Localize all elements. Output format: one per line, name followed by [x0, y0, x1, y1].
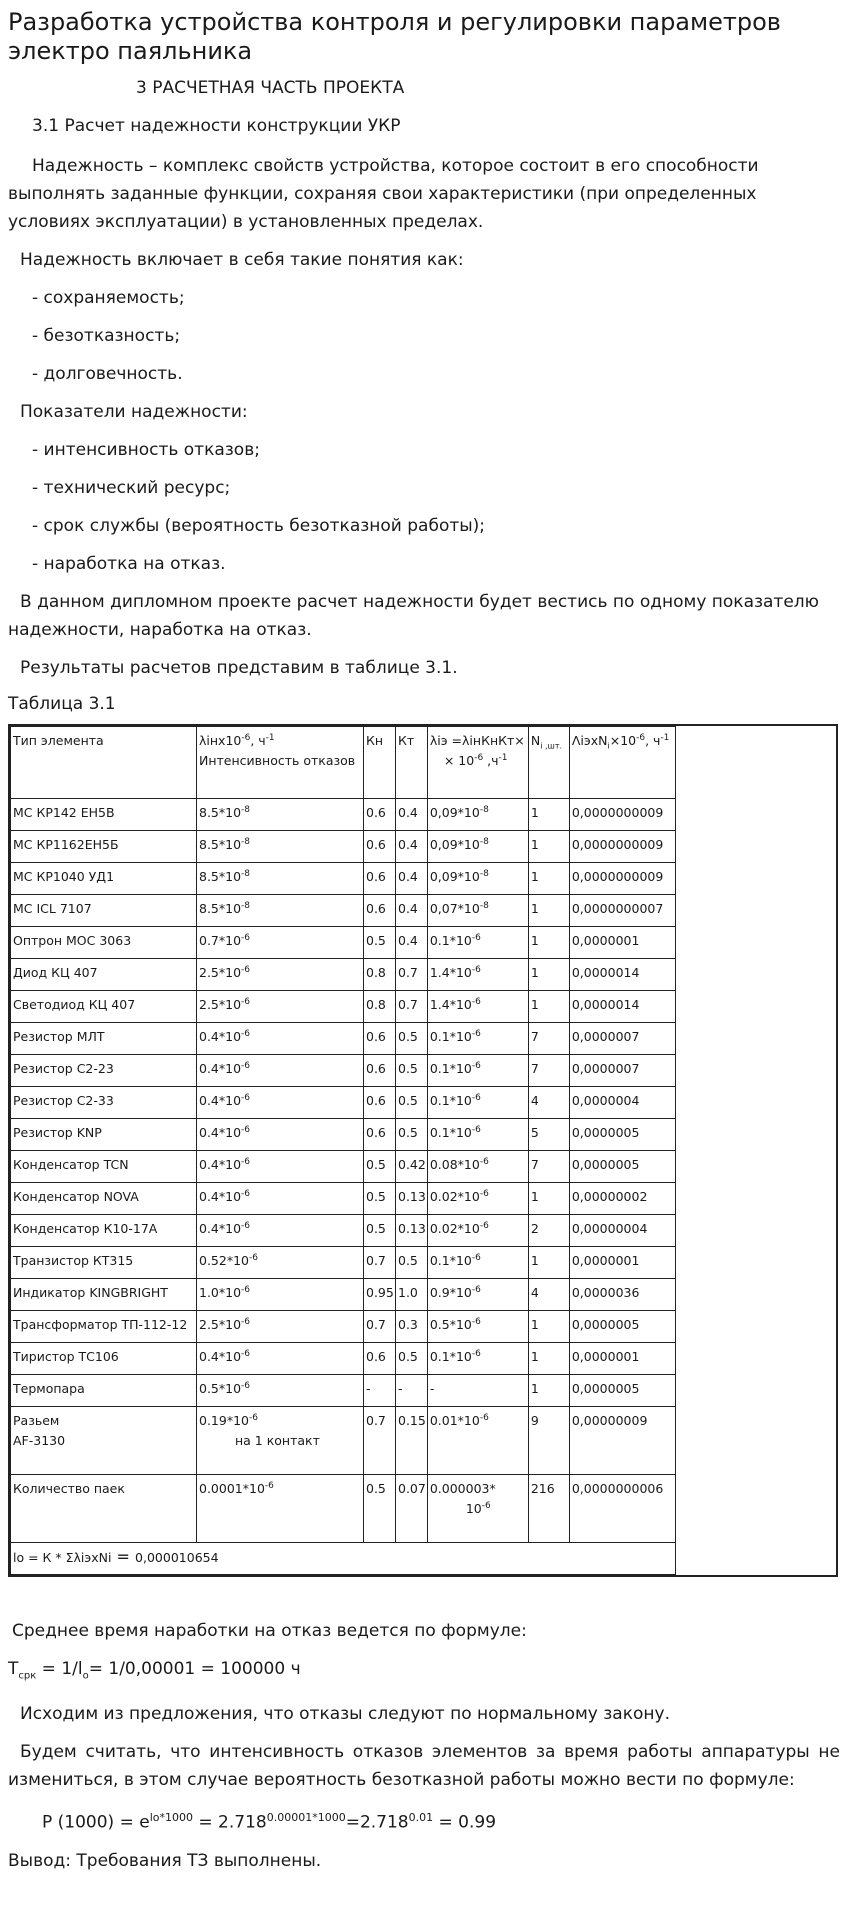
cell-kn: 0.6 — [364, 863, 396, 895]
cell-element-type: Конденсатор NOVA — [11, 1183, 197, 1215]
table-row — [11, 1311, 676, 1343]
cell-element-type: Резистор МЛТ — [11, 1023, 197, 1055]
cell-kt: - — [396, 1375, 428, 1407]
cell-total-formula: lo = К * ΣλiэхNi = 0,000010654 — [11, 1543, 676, 1575]
cell-kt: 0.5 — [396, 1119, 428, 1151]
cell-element-type: Светодиод КЦ 407 — [11, 991, 197, 1023]
indicator-item: - наработка на отказ. — [32, 554, 226, 574]
cell-lambda-e: $0.1*10^{-6}$ — [427, 1087, 528, 1119]
cell-count: 7 — [528, 1151, 569, 1183]
table-header-row — [11, 727, 676, 799]
cell-lambda-e: $0.1*10^{-6}$ — [427, 1247, 528, 1279]
cell-failure-rate: $8.5*10^{-8}$ — [197, 799, 364, 831]
cell-element-type: МС КР1040 УД1 — [11, 863, 197, 895]
cell-product: 0,0000014 — [569, 959, 675, 991]
header-count: $N_{i ,шт.}$ — [528, 727, 569, 799]
cell-product: 0,0000005 — [569, 1119, 675, 1151]
cell-count: 7 — [528, 1023, 569, 1055]
header-product: $\Lambda iэхN_i\times 10^{-6}$, $ч^{-1}$ — [569, 727, 675, 799]
results-paragraph: Результаты расчетов представим в таблице 3.1. — [20, 658, 458, 678]
cell-count: 7 — [528, 1055, 569, 1087]
cell-product: 0,0000000007 — [569, 895, 675, 927]
cell-element-type: Индикатор KINGBRIGHT — [11, 1279, 197, 1311]
table-row — [11, 1119, 676, 1151]
cell-count: 1 — [528, 959, 569, 991]
cell-failure-rate: $0.4*10^{-6}$ — [197, 1151, 364, 1183]
cell-failure-rate: $0.4*10^{-6}$ — [197, 1023, 364, 1055]
cell-lambda-e: $0.02*10^{-6}$ — [427, 1183, 528, 1215]
table-row — [11, 1055, 676, 1087]
cell-element-type: Количество паек — [11, 1475, 197, 1543]
cell-kt: 0.7 — [396, 991, 428, 1023]
mtbf-intro: Среднее время наработки на отказ ведется по формуле: — [12, 1621, 527, 1641]
section-heading: 3 РАСЧЕТНАЯ ЧАСТЬ ПРОЕКТА — [136, 78, 405, 98]
table-row — [11, 831, 676, 863]
cell-kn: 0.6 — [364, 1119, 396, 1151]
indicator-item: - интенсивность отказов; — [32, 440, 260, 460]
cell-element-type: Резистор KNP — [11, 1119, 197, 1151]
cell-kn: 0.5 — [364, 1215, 396, 1247]
header-failure-rate: $\lambda iнх10^{-6}$, $ч^{-1}$ Интенсивность отказов — [197, 727, 364, 799]
table-caption: Таблица 3.1 — [8, 694, 116, 714]
table-row — [11, 991, 676, 1023]
cell-product: 0,0000000009 — [569, 863, 675, 895]
cell-element-type: МС КР1162ЕН5Б — [11, 831, 197, 863]
header-kt: Кт — [396, 727, 428, 799]
cell-element-type: МС КР142 ЕН5В — [11, 799, 197, 831]
cell-element-type: Оптрон MOC 3063 — [11, 927, 197, 959]
cell-kn: 0.6 — [364, 895, 396, 927]
table-row — [11, 1023, 676, 1055]
cell-kt: 0.13 — [396, 1215, 428, 1247]
cell-failure-rate: $0.52*10^{-6}$ — [197, 1247, 364, 1279]
table-row — [11, 1151, 676, 1183]
subsection-heading: 3.1 Расчет надежности конструкции УКР — [32, 116, 401, 136]
cell-lambda-e: 0.000003* $10^{-6}$ — [427, 1475, 528, 1543]
cell-kt: 0.4 — [396, 799, 428, 831]
cell-failure-rate: $8.5*10^{-8}$ — [197, 863, 364, 895]
cell-product: 0,0000000006 — [569, 1475, 675, 1543]
cell-element-type: Разьем AF-3130 — [11, 1407, 197, 1475]
cell-failure-rate: $0.4*10^{-6}$ — [197, 1215, 364, 1247]
table-row — [11, 1343, 676, 1375]
cell-product: 0,0000005 — [569, 1311, 675, 1343]
cell-failure-rate: $2.5*10^{-6}$ — [197, 991, 364, 1023]
table-row — [11, 1375, 676, 1407]
normal-law-paragraph: Исходим из предложения, что отказы следуют по нормальному закону. — [20, 1704, 670, 1725]
cell-kn: 0.6 — [364, 831, 396, 863]
mtbf-formula: $T_{срк} = 1/l_o= 1/0,00001 = 100000$ ч — [8, 1659, 301, 1682]
cell-lambda-e: $0.02*10^{-6}$ — [427, 1215, 528, 1247]
header-kn: Кн — [364, 727, 396, 799]
table-row — [11, 1475, 676, 1543]
table-row — [11, 1215, 676, 1247]
cell-kt: 0.4 — [396, 895, 428, 927]
cell-kn: 0.5 — [364, 927, 396, 959]
cell-product: 0,0000005 — [569, 1375, 675, 1407]
cell-product: 0,0000001 — [569, 1247, 675, 1279]
cell-count: 1 — [528, 895, 569, 927]
cell-kn: 0.6 — [364, 1055, 396, 1087]
cell-kn: 0.5 — [364, 1183, 396, 1215]
cell-element-type: Резистор С2-23 — [11, 1055, 197, 1087]
cell-failure-rate: $1.0*10^{-6}$ — [197, 1279, 364, 1311]
cell-kt: 1.0 — [396, 1279, 428, 1311]
reliability-table-frame — [8, 724, 838, 1577]
cell-kt: 0.5 — [396, 1247, 428, 1279]
cell-failure-rate: $0.19*10^{-6}$ на 1 контакт — [197, 1407, 364, 1475]
cell-lambda-e: $0,09*10^{-8}$ — [427, 831, 528, 863]
cell-kt: 0.5 — [396, 1023, 428, 1055]
cell-count: 5 — [528, 1119, 569, 1151]
cell-kt: 0.5 — [396, 1055, 428, 1087]
cell-kn: 0.8 — [364, 991, 396, 1023]
cell-element-type: Тиристор ТС106 — [11, 1343, 197, 1375]
conclusion: Вывод: Требования ТЗ выполнены. — [8, 1851, 322, 1872]
cell-element-type: Конденсатор TCN — [11, 1151, 197, 1183]
cell-product: 0,0000014 — [569, 991, 675, 1023]
cell-element-type: Резистор С2-33 — [11, 1087, 197, 1119]
concept-item: - долговечность. — [32, 364, 183, 384]
cell-kn: 0.7 — [364, 1311, 396, 1343]
cell-product: 0,00000002 — [569, 1183, 675, 1215]
table-row — [11, 959, 676, 991]
cell-kt: 0.4 — [396, 927, 428, 959]
cell-product: 0,0000000009 — [569, 831, 675, 863]
reliability-includes: Надежность включает в себя такие понятия как: — [20, 250, 464, 270]
cell-count: 9 — [528, 1407, 569, 1475]
cell-product: 0,0000000009 — [569, 799, 675, 831]
cell-kn: 0.95 — [364, 1279, 396, 1311]
cell-failure-rate: $8.5*10^{-8}$ — [197, 831, 364, 863]
cell-kt: 0.7 — [396, 959, 428, 991]
cell-kn: 0.6 — [364, 1087, 396, 1119]
indicator-item: - срок службы (вероятность безотказной работы); — [32, 516, 486, 536]
cell-count: 1 — [528, 1183, 569, 1215]
table-row — [11, 1087, 676, 1119]
cell-kn: 0.5 — [364, 1475, 396, 1543]
cell-product: 0,0000001 — [569, 1343, 675, 1375]
cell-element-type: МС ICL 7107 — [11, 895, 197, 927]
cell-failure-rate: $0.4*10^{-6}$ — [197, 1119, 364, 1151]
cell-product: 0,0000036 — [569, 1279, 675, 1311]
cell-kt: 0.07 — [396, 1475, 428, 1543]
cell-lambda-e: $0.1*10^{-6}$ — [427, 1343, 528, 1375]
cell-kn: 0.6 — [364, 799, 396, 831]
cell-kt: 0.5 — [396, 1343, 428, 1375]
cell-element-type: Трансформатор ТП-112-12 — [11, 1311, 197, 1343]
cell-lambda-e: $0.1*10^{-6}$ — [427, 927, 528, 959]
cell-lambda-e: $0.5*10^{-6}$ — [427, 1311, 528, 1343]
cell-kn: - — [364, 1375, 396, 1407]
table-row — [11, 1279, 676, 1311]
cell-count: 1 — [528, 927, 569, 959]
table-row — [11, 1247, 676, 1279]
document-title: Разработка устройства контроля и регулировки параметров электро паяльника — [8, 8, 781, 65]
assumption-paragraph: Будем считать, что интенсивность отказов элементов за время работы аппаратуры не измениться, в этом случае вероятность безотказной работы можно вести по формуле: — [8, 1742, 840, 1791]
table-total-row — [11, 1543, 676, 1575]
cell-kt: 0.5 — [396, 1087, 428, 1119]
cell-failure-rate: $8.5*10^{-8}$ — [197, 895, 364, 927]
cell-count: 1 — [528, 799, 569, 831]
cell-lambda-e: $0.08*10^{-6}$ — [427, 1151, 528, 1183]
cell-count: 4 — [528, 1279, 569, 1311]
header-element-type: Тип элемента — [11, 727, 197, 799]
cell-count: 1 — [528, 991, 569, 1023]
concept-item: - безотказность; — [32, 326, 181, 346]
cell-failure-rate: $0.0001*10^{-6}$ — [197, 1475, 364, 1543]
cell-kt: 0.13 — [396, 1183, 428, 1215]
table-row — [11, 927, 676, 959]
cell-kt: 0.42 — [396, 1151, 428, 1183]
cell-element-type: Термопара — [11, 1375, 197, 1407]
cell-product: 0,00000004 — [569, 1215, 675, 1247]
cell-lambda-e: $0.9*10^{-6}$ — [427, 1279, 528, 1311]
cell-failure-rate: $0.4*10^{-6}$ — [197, 1087, 364, 1119]
cell-kt: 0.3 — [396, 1311, 428, 1343]
cell-kt: 0.4 — [396, 863, 428, 895]
cell-kn: 0.6 — [364, 1023, 396, 1055]
probability-formula: P $(1000) = e^{lo*1000} = 2.718^{0.00001*1000}=2.718^{0.01} = 0.99$ — [42, 1811, 497, 1834]
cell-product: 0,0000007 — [569, 1055, 675, 1087]
cell-count: 1 — [528, 831, 569, 863]
cell-lambda-e: $0,09*10^{-8}$ — [427, 863, 528, 895]
cell-failure-rate: $0.4*10^{-6}$ — [197, 1183, 364, 1215]
cell-count: 1 — [528, 1375, 569, 1407]
cell-kn: 0.7 — [364, 1247, 396, 1279]
cell-kn: 0.8 — [364, 959, 396, 991]
cell-lambda-e: $0,07*10^{-8}$ — [427, 895, 528, 927]
cell-failure-rate: $0.7*10^{-6}$ — [197, 927, 364, 959]
table-row — [11, 895, 676, 927]
cell-lambda-e: $1.4*10^{-6}$ — [427, 959, 528, 991]
table-row — [11, 863, 676, 895]
cell-kt: 0.4 — [396, 831, 428, 863]
cell-kt: 0.15 — [396, 1407, 428, 1475]
concept-item: - сохраняемость; — [32, 288, 185, 308]
indicators-label: Показатели надежности: — [20, 402, 248, 422]
cell-count: 216 — [528, 1475, 569, 1543]
cell-element-type: Диод КЦ 407 — [11, 959, 197, 991]
cell-lambda-e: $0.1*10^{-6}$ — [427, 1023, 528, 1055]
indicator-item: - технический ресурс; — [32, 478, 231, 498]
table-row — [11, 1183, 676, 1215]
cell-count: 1 — [528, 1247, 569, 1279]
cell-failure-rate: $0.4*10^{-6}$ — [197, 1055, 364, 1087]
table-row — [11, 1407, 676, 1475]
cell-product: 0,0000004 — [569, 1087, 675, 1119]
cell-failure-rate: $0.4*10^{-6}$ — [197, 1343, 364, 1375]
diploma-paragraph: В данном дипломном проекте расчет надежности будет вестись по одному показателю надежности, наработка на отказ. — [8, 592, 819, 640]
cell-count: 1 — [528, 1343, 569, 1375]
cell-product: 0,0000001 — [569, 927, 675, 959]
cell-product: 0,0000007 — [569, 1023, 675, 1055]
reliability-table — [10, 726, 676, 1575]
table-row — [11, 799, 676, 831]
cell-element-type: Транзистор КТ315 — [11, 1247, 197, 1279]
cell-failure-rate: $0.5*10^{-6}$ — [197, 1375, 364, 1407]
cell-element-type: Конденсатор К10-17А — [11, 1215, 197, 1247]
cell-kn: 0.5 — [364, 1151, 396, 1183]
reliability-definition: Надежность – комплекс свойств устройства, которое состоит в его способности выполнять заданные функции, сохраняя свои характеристики (при определенных условиях эксплуатации) в установленных пределах. — [8, 156, 759, 232]
cell-count: 2 — [528, 1215, 569, 1247]
cell-lambda-e: $0.01*10^{-6}$ — [427, 1407, 528, 1475]
cell-product: 0,00000009 — [569, 1407, 675, 1475]
cell-failure-rate: $2.5*10^{-6}$ — [197, 959, 364, 991]
cell-count: 1 — [528, 863, 569, 895]
cell-lambda-e: $0.1*10^{-6}$ — [427, 1119, 528, 1151]
cell-count: 1 — [528, 1311, 569, 1343]
cell-failure-rate: $2.5*10^{-6}$ — [197, 1311, 364, 1343]
cell-kn: 0.6 — [364, 1343, 396, 1375]
cell-lambda-e: $0.1*10^{-6}$ — [427, 1055, 528, 1087]
cell-product: 0,0000005 — [569, 1151, 675, 1183]
cell-lambda-e: $1.4*10^{-6}$ — [427, 991, 528, 1023]
cell-lambda-e: $0,09*10^{-8}$ — [427, 799, 528, 831]
cell-kn: 0.7 — [364, 1407, 396, 1475]
header-lambda-e: λiэ =λiнКнКт× × $10^{-6}$ $,ч^{-1}$ — [427, 727, 528, 799]
cell-count: 4 — [528, 1087, 569, 1119]
document-page — [8, 8, 840, 1885]
cell-lambda-e: - — [427, 1375, 528, 1407]
